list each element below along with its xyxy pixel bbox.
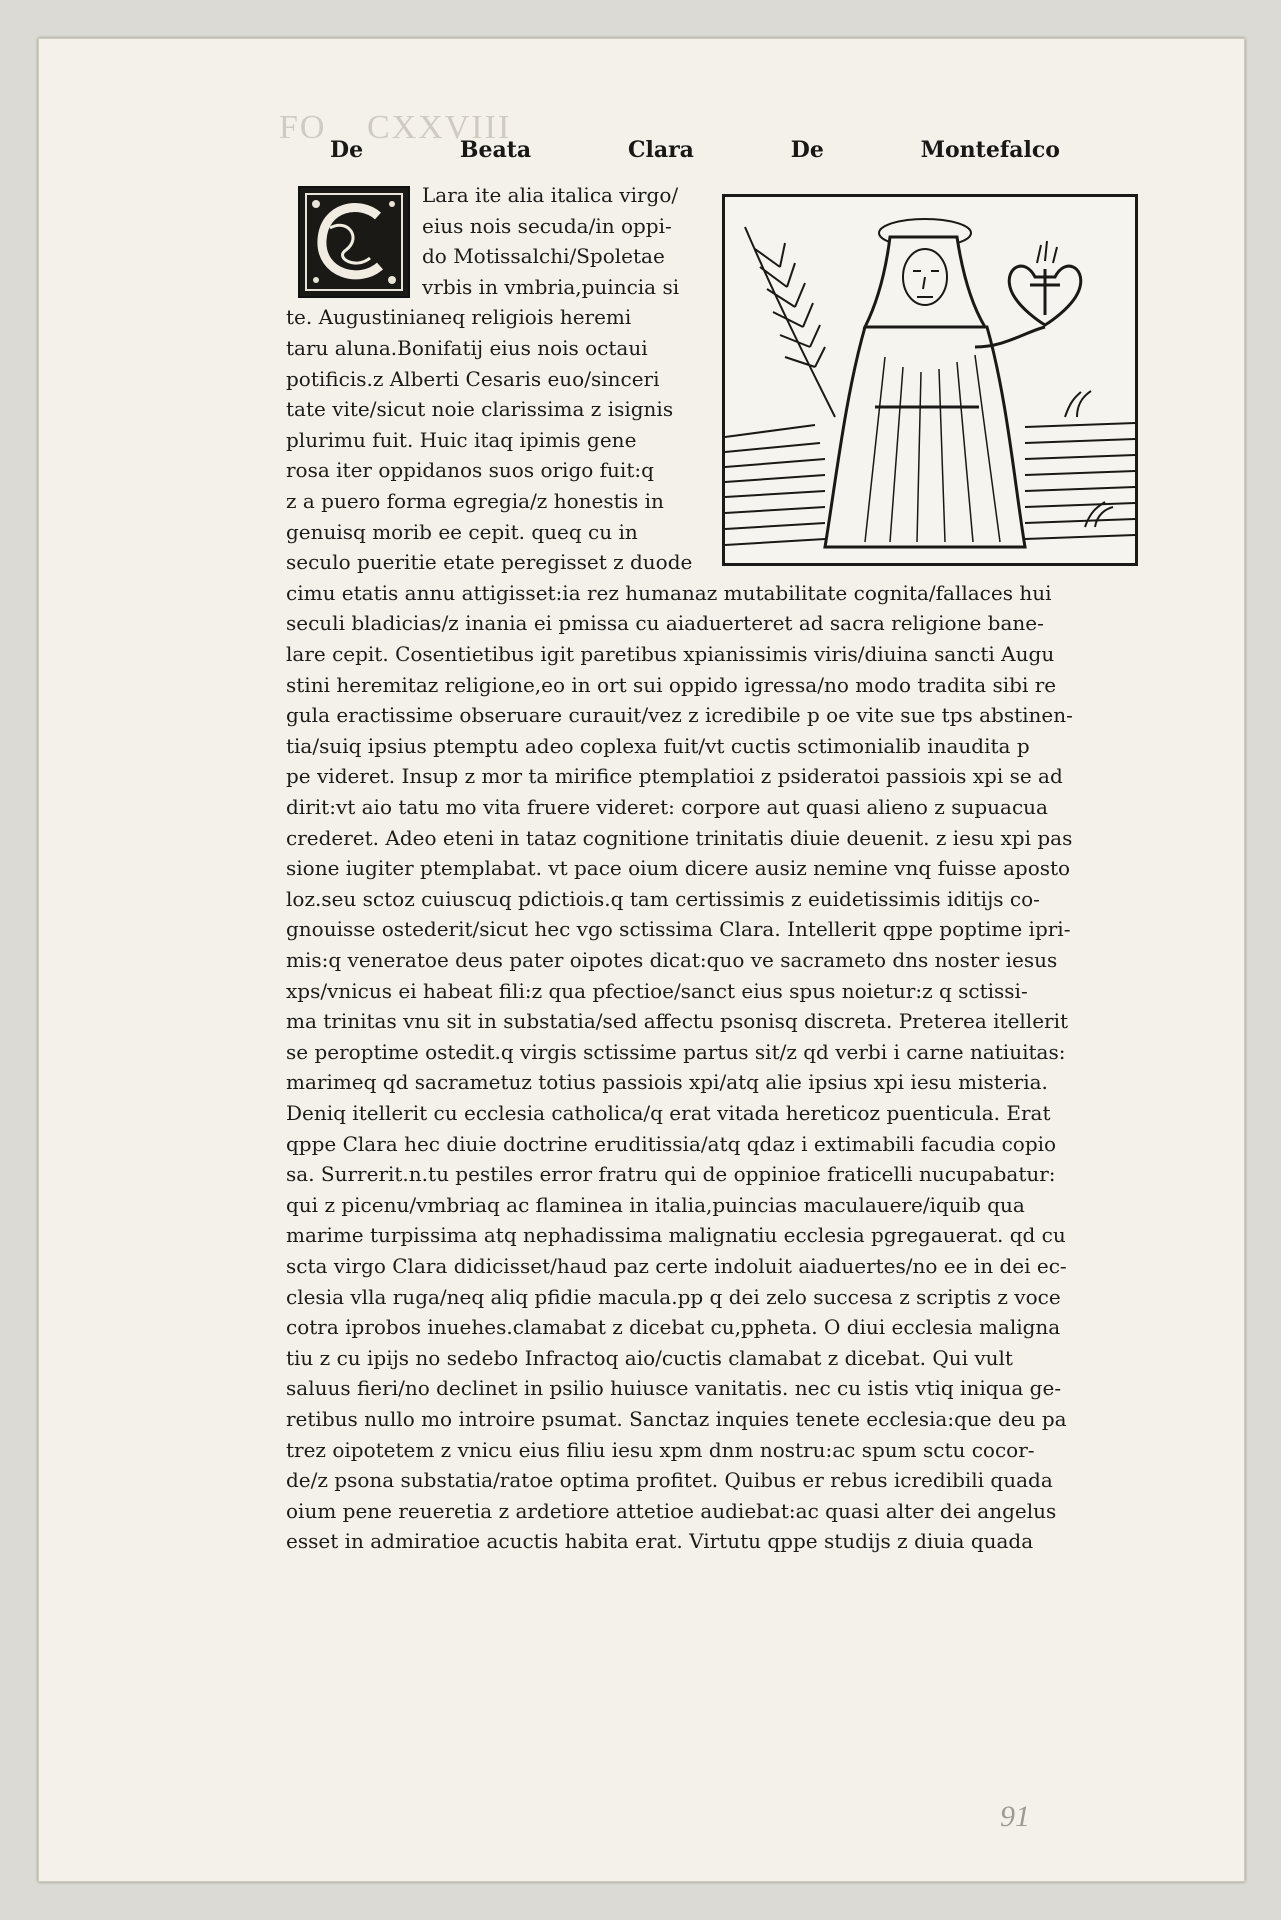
running-header — [330, 137, 1060, 163]
text-line: crederet. Adeo eteni in tataz cognitione trinitatis diuie deuenit. z iesu xpi pas — [286, 825, 1073, 850]
decorated-initial-c — [298, 186, 410, 298]
text-line: saluus fieri/no declinet in psilio huiusce vanitatis. nec cu istis vtiq iniqua ge- — [286, 1376, 1062, 1401]
text-line: tate vite/sicut noie clarissima z isignis — [286, 397, 674, 422]
text-line: pe videret. Insup z mor ta mirifice ptemplatioi z psideratoi passiois xpi se ad — [286, 764, 1063, 789]
text-line: qui z picenu/vmbriaq ac flaminea in italia,puincias maculauere/iquib qua — [286, 1192, 1025, 1217]
text-line: z a puero forma egregia/z honestis in — [286, 489, 664, 513]
decorated-initial-icon — [300, 188, 408, 296]
text-line: cimu etatis annu attigisset:ia rez humanaz mutabilitate cognita/fallaces hui — [286, 580, 1052, 605]
header-word: Montefalco — [920, 137, 1060, 163]
text-line: de/z psona substatia/ratoe optima profitet. Quibus er rebus icredibili quada — [286, 1468, 1053, 1493]
text-line: marimeq qd sacrametuz totius passiois xpi/atq alie ipsius xpi iesu misteria. — [286, 1070, 1048, 1095]
text-line: genuisq morib ee cepit. queq cu in — [286, 519, 638, 544]
woodcut-saint-clare — [722, 194, 1138, 566]
text-line: trez oipotetem z vnicu eius filiu iesu xpm dnm nostru:ac spum sctu cocor- — [286, 1437, 1035, 1462]
bleed-through-folio-number: CXXVIII — [366, 109, 512, 146]
text-line: marime turpissima atq nephadissima malignatiu ecclesia pgregauerat. qd cu — [286, 1223, 1066, 1248]
text-line: gula eractissime obseruare curauit/vez z icredibile p oe vite sue tps abstinen- — [286, 703, 1073, 728]
text-line: Lara ite alia italica virgo/ — [422, 183, 679, 207]
header-word: De — [330, 137, 364, 163]
text-line: taru aluna.Bonifatij eius nois octaui — [286, 336, 648, 360]
text-line: stini heremitaz religione,eo in ort sui oppido igressa/no modo tradita sibi re — [286, 672, 1057, 697]
text-line: vrbis in vmbria,puincia si — [422, 274, 680, 299]
text-line: plurimu fuit. Huic itaq ipimis gene — [286, 427, 637, 452]
handwritten-folio-note: 91 — [1000, 1800, 1030, 1833]
text-line: retibus nullo mo introire psumat. Sanctaz inquies tenete ecclesia:que deu pa — [286, 1407, 1067, 1431]
text-line: clesia vlla ruga/neq aliq pfidie macula.pp q dei zelo succesa z scriptis z voce — [286, 1284, 1061, 1309]
header-word: Beata — [459, 137, 532, 163]
text-line: ma trinitas vnu sit in substatia/sed affectu psonisq discreta. Preterea itellerit — [286, 1009, 1069, 1034]
header-word: Clara — [627, 137, 694, 163]
text-line: Deniq itellerit cu ecclesia catholica/q erat vitada hereticoz puenticula. Erat — [286, 1101, 1051, 1125]
text-line: sa. Surrerit.n.tu pestiles error fratru qui de oppinioe fraticelli nucupabatur: — [286, 1162, 1056, 1187]
text-line: sione iugiter ptemplabat. vt pace oium dicere ausiz nemine vnq fuisse aposto — [286, 856, 1071, 881]
text-line: te. Augustinianeq religiois heremi — [286, 305, 632, 330]
text-line: eius nois secuda/in oppi- — [422, 213, 672, 238]
text-line: xps/vnicus ei habeat fili:z qua pfectioe/sanct eius spus noietur:z q sctissi- — [286, 978, 1028, 1003]
saint-figure-icon — [725, 197, 1135, 563]
text-line: gnouisse ostederit/sicut hec vgo sctissima Clara. Intellerit qppe poptime ipri- — [286, 917, 1071, 942]
text-line: potificis.z Alberti Cesaris euo/sinceri — [286, 366, 660, 391]
text-line: oium pene reueretia z ardetiore attetioe audiebat:ac quasi alter dei angelus — [286, 1498, 1057, 1523]
text-line: mis:q veneratoe deus pater oipotes dicat:quo ve sacrameto dns noster iesus — [286, 948, 1058, 972]
text-line: dirit:vt aio tatu mo vita fruere videret: corpore aut quasi alieno z supuacua — [286, 795, 1048, 819]
text-line: seculi bladicias/z inania ei pmissa cu aiaduerteret ad sacra religione bane- — [286, 611, 1044, 636]
text-line: se peroptime ostedit.q virgis sctissime partus sit/z qd verbi i carne natiuitas: — [286, 1039, 1066, 1064]
text-line: tia/suiq ipsius ptemptu adeo coplexa fuit/vt cuctis sctimonialib inaudita p — [286, 733, 1030, 758]
text-line: loz.seu sctoz cuiuscuq pdictiois.q tam certissimis z euidetissimis iditijs co- — [286, 886, 1040, 911]
text-line: esset in admiratioe acuctis habita erat. Virtutu qppe studijs z diuia quada — [286, 1529, 1034, 1554]
text-line: lare cepit. Cosentietibus igit paretibus xpianissimis viris/diuina sancti Augu — [286, 642, 1055, 666]
text-line: scta virgo Clara didicisset/haud paz certe indoluit aiaduertes/no ee in dei ec- — [286, 1254, 1067, 1278]
header-word: De — [790, 137, 824, 163]
text-line: do Motissalchi/Spoletae — [422, 244, 665, 269]
bleed-through-fo: FO — [279, 109, 327, 146]
text-line: tiu z cu ipijs no sedebo Infractoq aio/cuctis clamabat z dicebat. Qui vult — [286, 1345, 1013, 1370]
text-line: cotra iprobos inuehes.clamabat z dicebat cu,ppheta. O diui ecclesia maligna — [286, 1315, 1061, 1340]
text-line: rosa iter oppidanos suos origo fuit:q — [286, 458, 654, 483]
text-line: qppe Clara hec diuie doctrine eruditissia/atq qdaz i extimabili facudia copio — [286, 1131, 1057, 1156]
text-line: seculo pueritie etate peregisset z duode — [286, 550, 693, 575]
